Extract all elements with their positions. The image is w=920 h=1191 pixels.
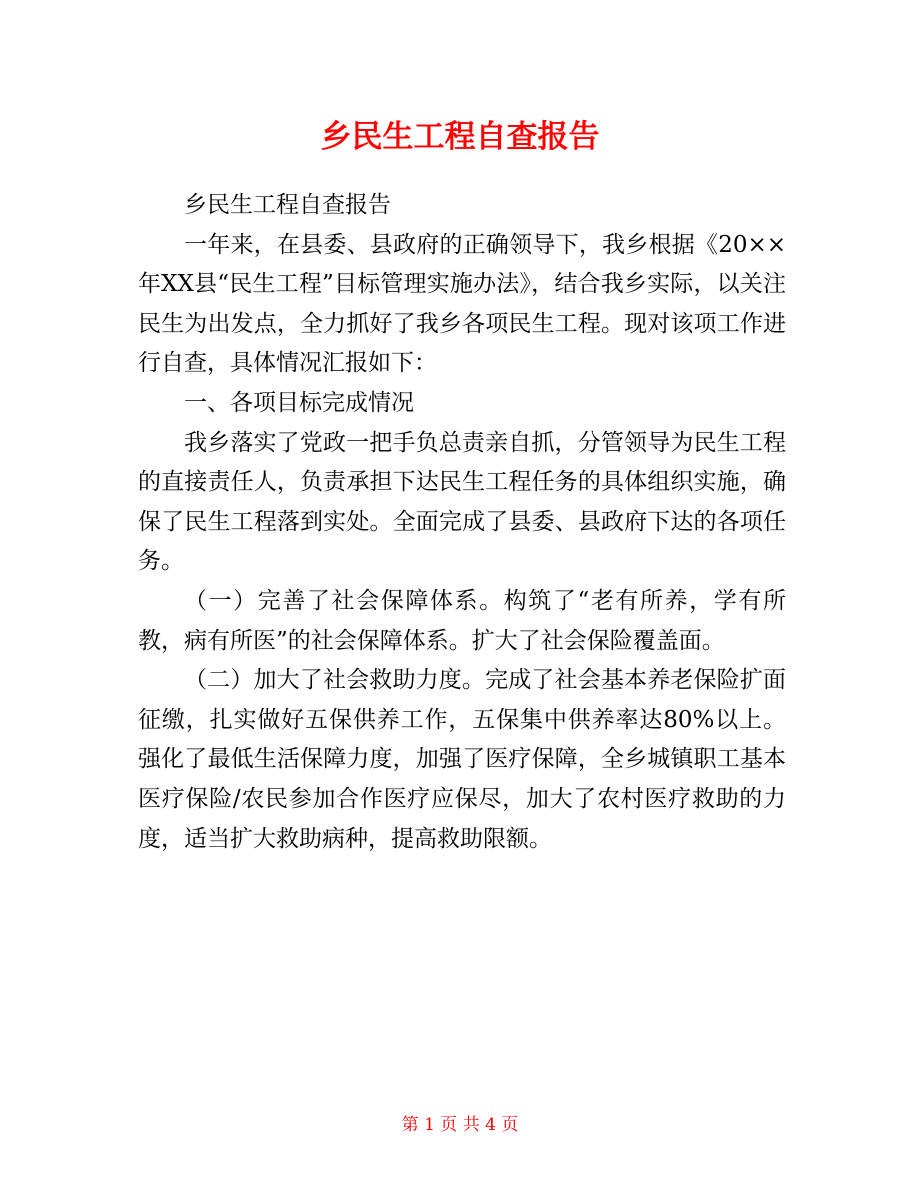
paragraph-implementation: 我乡落实了党政一把手负总责亲自抓，分管领导为民生工程的直接责任人，负责承担下达民生工程任务的具体组织实施，确保了民生工程落到实处。全面完成了县委、县政府下达的各项任务。 [138, 429, 786, 575]
paragraph-heading: 乡民生工程自查报告 [184, 192, 391, 218]
paragraph-intro: 一年来，在县委、县政府的正确领导下，我乡根据《20××年XX县“民生工程”目标管理实施办法》，结合我乡实际，以关注民生为出发点，全力抓好了我乡各项民生工程。现对该项工作进行自查，具体情况汇报如下： [138, 231, 786, 377]
paragraph-social-assistance: （二）加大了社会救助力度。完成了社会基本养老保险扩面征缴，扎实做好五保供养工作，五保集中供养率达80%以上。强化了最低生活保障力度，加强了医疗保障，全乡城镇职工基本医疗保险/农民参加合作医疗应保尽，加大了农村医疗救助的力度，适当扩大救助病种，提高救助限额。 [138, 667, 786, 852]
page-number-footer: 第 1 页 共 4 页 [401, 1115, 519, 1135]
paragraph-social-security: （一）完善了社会保障体系。构筑了“老有所养，学有所教，病有所医”的社会保障体系。扩大了社会保险覆盖面。 [138, 587, 786, 654]
document-body [138, 186, 786, 859]
document-title: 乡民生工程自查报告 [320, 119, 600, 155]
section-heading: 一、各项目标完成情况 [184, 389, 414, 416]
